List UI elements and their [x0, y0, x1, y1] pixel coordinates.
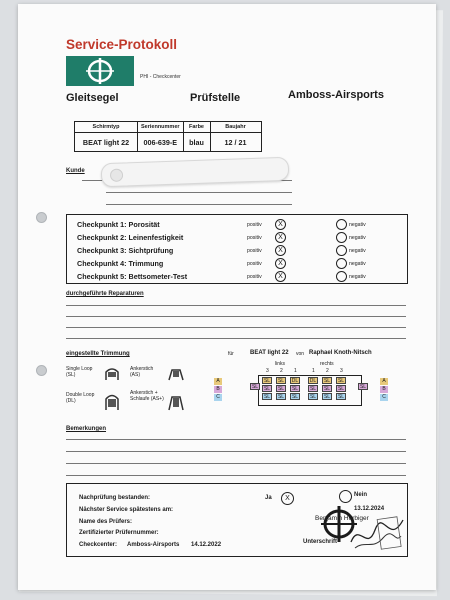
- trimming-fuer: für: [228, 351, 234, 357]
- left-num-2: 2: [280, 368, 283, 374]
- trim-side-right: SL: [359, 384, 367, 390]
- checkpoint-2-negative-checkbox[interactable]: [336, 232, 347, 243]
- links-label: links: [275, 361, 286, 367]
- header-schirmtyp: Schirmtyp: [75, 122, 138, 133]
- ja-label: Ja: [265, 495, 272, 501]
- checkcenter-date: 14.12.2022: [191, 542, 222, 548]
- repairs-line-4: [66, 338, 406, 339]
- right-num-2: 2: [326, 368, 329, 374]
- hanger-hole: [110, 169, 123, 182]
- checkpoint-1-label: Checkpunkt 1: Porosität: [77, 220, 160, 229]
- remarks-label: Bemerkungen: [66, 426, 107, 432]
- checkcenter-label: Checkcenter:: [79, 542, 118, 548]
- customer-line-3: [106, 204, 292, 205]
- repairs-label: durchgeführte Reparaturen: [66, 291, 144, 297]
- checkpoint-4-negative-checkbox[interactable]: [336, 258, 347, 269]
- checkpoint-4-negative: negativ: [349, 261, 366, 267]
- checkpoint-3-negative-checkbox[interactable]: [336, 245, 347, 256]
- header-seriennummer: Seriennummer: [138, 122, 184, 133]
- checkpoint-3-label: Checkpunkt 3: Sichtprüfung: [77, 246, 174, 255]
- trim-c-r1: SL: [309, 394, 317, 400]
- trim-a-r2: SL: [323, 378, 331, 384]
- header-farbe: Farbe: [183, 122, 210, 133]
- checkpoint-3-positive-checkbox[interactable]: X: [275, 245, 286, 256]
- checkpoint-5-positive-checkbox[interactable]: X: [275, 271, 286, 282]
- ankerstich-icon: [166, 366, 186, 382]
- ja-checkbox[interactable]: X: [281, 492, 294, 505]
- double-loop-label: Double Loop (DL): [66, 392, 95, 404]
- rechts-label: rechts: [320, 361, 334, 367]
- nachpruefung-label: Nachprüfung bestanden:: [79, 495, 151, 501]
- pruefer-name-label: Name des Prüfers:: [79, 519, 133, 525]
- checkpoint-3-positive: positiv: [247, 248, 262, 254]
- row-b-right: B: [380, 386, 388, 393]
- trimming-von: von: [296, 351, 305, 357]
- ankerstich-schlaufe-label: Ankerstich + Schlaufe (AS+): [130, 390, 164, 402]
- checkpoint-2-positive: positiv: [247, 235, 262, 241]
- left-num-3: 3: [266, 368, 269, 374]
- signature-stamp: [349, 512, 405, 554]
- remarks-line-2: [66, 451, 406, 452]
- row-a-left: A: [214, 378, 222, 385]
- trim-b-l2: SL: [277, 386, 285, 392]
- nein-label: Nein: [354, 492, 368, 498]
- trim-side-left: SL: [251, 384, 259, 390]
- remarks-line-1: [66, 439, 406, 440]
- trim-a-l2: SL: [277, 378, 285, 384]
- checkpoint-2-positive-checkbox[interactable]: X: [275, 232, 286, 243]
- trim-b-l1: SL: [291, 386, 299, 392]
- zertifiziert-label: Zertifizierter Prüfernummer:: [79, 530, 159, 536]
- trim-b-r1: SL: [309, 386, 317, 392]
- pruefer-name-value: Benjamin Hörbiger: [315, 515, 369, 522]
- single-loop-label: Single Loop (SL): [66, 366, 93, 378]
- checkpoint-5-positive: positiv: [247, 274, 262, 280]
- repairs-line-1: [66, 305, 406, 306]
- footer-box: [66, 483, 408, 557]
- row-b-left: B: [214, 386, 222, 393]
- repairs-line-2: [66, 316, 406, 317]
- checkpoint-4-positive-checkbox[interactable]: X: [275, 258, 286, 269]
- heading-gleitsegel: Gleitsegel: [66, 92, 119, 104]
- checkpoint-2-negative: negativ: [349, 235, 366, 241]
- trim-c-l1: SL: [291, 394, 299, 400]
- customer-line-2: [106, 192, 292, 193]
- trim-a-r3: SL: [337, 378, 345, 384]
- trim-a-l3: SL: [263, 378, 271, 384]
- trim-b-l3: SL: [263, 386, 271, 392]
- row-a-right: A: [380, 378, 388, 385]
- double-loop-icon: [102, 392, 122, 412]
- glider-info-table: [74, 121, 262, 152]
- checkpoint-4-label: Checkpunkt 4: Trimmung: [77, 259, 164, 268]
- checkcenter-value: Amboss-Airsports: [127, 542, 180, 548]
- customer-label: Kunde: [66, 168, 85, 174]
- punch-hole-bottom: [36, 365, 47, 376]
- ankerstich-label: Ankerstich (AS): [130, 366, 154, 378]
- repairs-line-3: [66, 327, 406, 328]
- trim-b-r2: SL: [323, 386, 331, 392]
- ankerstich-schlaufe-icon: [166, 392, 186, 412]
- value-farbe: blau: [183, 133, 210, 152]
- checkpoint-5-negative-checkbox[interactable]: [336, 271, 347, 282]
- checkpoint-3-negative: negativ: [349, 248, 366, 254]
- trim-a-r1: DL: [309, 378, 317, 384]
- naechster-service-label: Nächster Service spätestens am:: [79, 507, 174, 513]
- row-c-right: C: [380, 394, 388, 401]
- naechster-service-value: 13.12.2024: [354, 506, 385, 512]
- trimming-label: eingestellte Trimmung: [66, 351, 130, 357]
- checkpoint-1-negative: negativ: [349, 222, 366, 228]
- checkpoint-4-positive: positiv: [247, 261, 262, 267]
- document-title: Service-Protokoll: [66, 37, 178, 52]
- heading-pruefstelle: Prüfstelle: [190, 92, 241, 104]
- value-seriennummer: 006-639-E: [138, 133, 184, 152]
- single-loop-icon: [102, 366, 122, 382]
- right-num-3: 3: [340, 368, 343, 374]
- heading-amboss: Amboss-Airsports: [288, 89, 384, 101]
- row-c-left: C: [214, 394, 222, 401]
- trim-c-l2: SL: [277, 394, 285, 400]
- header-baujahr: Baujahr: [210, 122, 261, 133]
- remarks-line-4: [66, 475, 406, 476]
- trim-c-r2: SL: [323, 394, 331, 400]
- trim-a-l1: DL: [291, 378, 299, 384]
- remarks-line-3: [66, 463, 406, 464]
- value-baujahr: 12 / 21: [210, 133, 261, 152]
- value-schirmtyp: BEAT light 22: [75, 133, 138, 152]
- checkpoint-5-negative: negativ: [349, 274, 366, 280]
- checkpoints-box: [66, 214, 408, 284]
- trim-b-r3: SL: [337, 386, 345, 392]
- trimming-glider: BEAT light 22: [250, 350, 289, 356]
- punch-hole-top: [36, 212, 47, 223]
- checkpoint-1-positive: positiv: [247, 222, 262, 228]
- checkpoint-5-label: Checkpunkt 5: Bettsometer-Test: [77, 272, 188, 281]
- checkpoint-2-label: Checkpunkt 2: Leinenfestigkeit: [77, 233, 184, 242]
- service-protocol-sheet: [18, 4, 436, 590]
- trim-c-r3: SL: [337, 394, 345, 400]
- logo-subtitle: PHI - Checkcenter: [140, 74, 181, 80]
- right-num-1: 1: [312, 368, 315, 374]
- left-num-1: 1: [294, 368, 297, 374]
- trimming-owner: Raphael Knoth-Nitsch: [309, 350, 372, 356]
- checkpoint-1-positive-checkbox[interactable]: X: [275, 219, 286, 230]
- binder-hanger-strip: [101, 157, 290, 188]
- phi-logo: [66, 56, 134, 86]
- trim-c-l3: SL: [263, 394, 271, 400]
- unterschrift-label: Unterschrift: [303, 539, 338, 545]
- checkpoint-1-negative-checkbox[interactable]: [336, 219, 347, 230]
